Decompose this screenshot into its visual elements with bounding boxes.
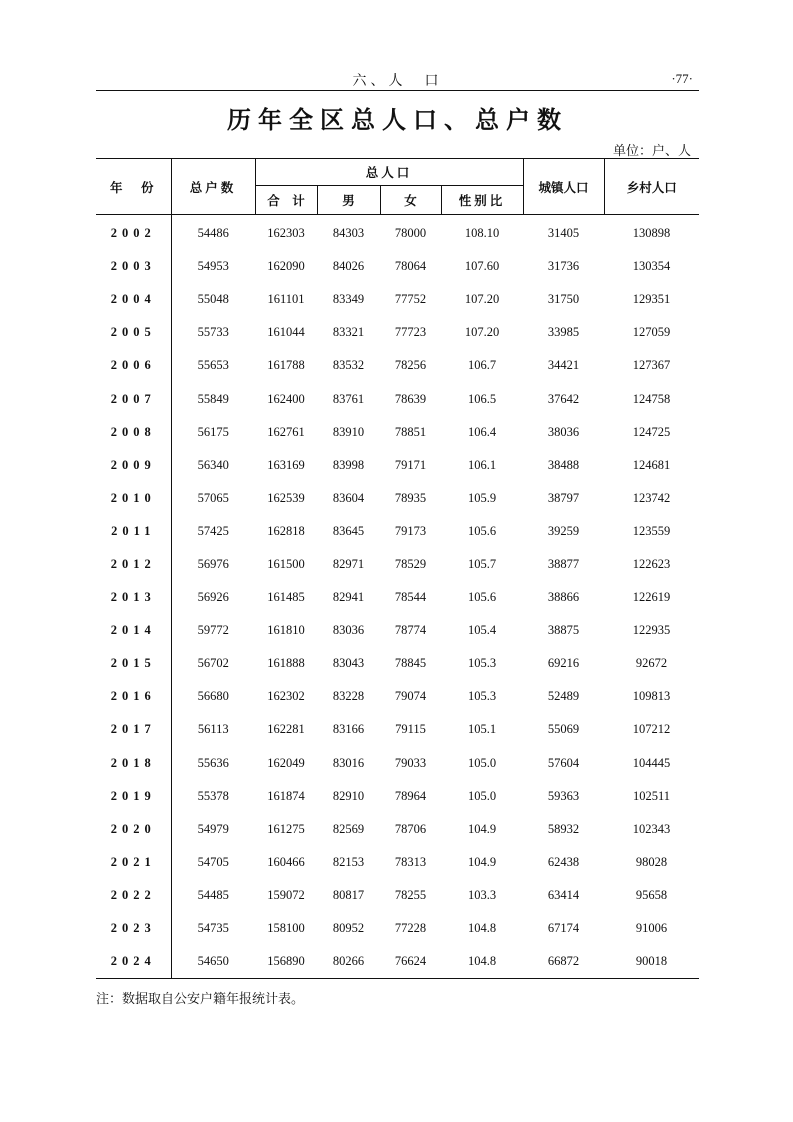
sex-ratio-cell: 105.0 bbox=[467, 755, 497, 770]
male-cell: 82569 bbox=[332, 821, 365, 836]
female-cell: 78706 bbox=[394, 821, 427, 836]
households-cell: 54735 bbox=[197, 921, 229, 936]
households-cell: 56680 bbox=[197, 689, 229, 704]
rural-cell: 107212 bbox=[632, 722, 671, 737]
households-cell: 56976 bbox=[197, 556, 229, 571]
table-row bbox=[96, 879, 699, 912]
female-cell: 78639 bbox=[394, 391, 427, 406]
total-cell: 162049 bbox=[267, 755, 305, 770]
sex-ratio-cell: 106.5 bbox=[467, 391, 497, 406]
rural-cell: 124681 bbox=[632, 457, 671, 472]
year-cell: 2007 bbox=[96, 382, 171, 415]
header-rural: 乡村人口 bbox=[604, 159, 699, 215]
header-households: 总户数 bbox=[171, 159, 255, 215]
total-cell: 161788 bbox=[267, 358, 305, 373]
urban-cell: 38875 bbox=[547, 623, 580, 638]
male-cell: 83761 bbox=[332, 391, 365, 406]
households-cell: 57425 bbox=[197, 523, 229, 538]
year-cell: 2019 bbox=[96, 780, 171, 813]
male-cell: 83998 bbox=[332, 457, 365, 472]
urban-cell: 69216 bbox=[547, 656, 580, 671]
urban-cell: 38488 bbox=[547, 457, 580, 472]
female-cell: 77752 bbox=[394, 292, 427, 307]
households-cell: 55636 bbox=[197, 755, 229, 770]
header-urban: 城镇人口 bbox=[523, 159, 604, 215]
year-cell: 2014 bbox=[96, 614, 171, 647]
header-female: 女 bbox=[380, 186, 441, 215]
rural-cell: 130354 bbox=[632, 259, 671, 274]
female-cell: 79115 bbox=[395, 722, 426, 737]
table-header bbox=[96, 159, 699, 215]
urban-cell: 37642 bbox=[547, 391, 580, 406]
sex-ratio-cell: 105.3 bbox=[467, 656, 497, 671]
year-cell: 2006 bbox=[96, 349, 171, 382]
female-cell: 79074 bbox=[394, 689, 427, 704]
male-cell: 80817 bbox=[332, 887, 365, 902]
female-cell: 77723 bbox=[394, 325, 427, 340]
sex-ratio-cell: 105.9 bbox=[467, 490, 497, 505]
households-cell: 56340 bbox=[197, 457, 229, 472]
header-year: 年 份 bbox=[96, 159, 171, 215]
female-cell: 78935 bbox=[394, 490, 427, 505]
page-number: ·77· bbox=[671, 71, 693, 86]
table-row bbox=[96, 713, 699, 746]
header-sex-ratio: 性别比 bbox=[441, 186, 523, 215]
page-title: 历年全区总人口、总户数 bbox=[227, 105, 568, 134]
year-cell: 2005 bbox=[96, 316, 171, 349]
table-row bbox=[96, 647, 699, 680]
households-cell: 56926 bbox=[197, 590, 229, 605]
female-cell: 78964 bbox=[394, 788, 427, 803]
rural-cell: 98028 bbox=[635, 854, 668, 869]
total-cell: 161044 bbox=[267, 325, 305, 340]
total-cell: 162539 bbox=[267, 490, 305, 505]
table-row bbox=[96, 416, 699, 449]
total-cell: 161810 bbox=[267, 623, 305, 638]
male-cell: 80952 bbox=[332, 921, 365, 936]
total-cell: 162302 bbox=[267, 689, 305, 704]
year-cell: 2013 bbox=[96, 581, 171, 614]
male-cell: 83043 bbox=[332, 656, 365, 671]
total-cell: 162281 bbox=[267, 722, 305, 737]
rural-cell: 91006 bbox=[635, 921, 668, 936]
rural-cell: 95658 bbox=[635, 887, 668, 902]
total-cell: 161500 bbox=[267, 556, 305, 571]
rural-cell: 129351 bbox=[632, 292, 671, 307]
households-cell: 55849 bbox=[197, 391, 229, 406]
table-body bbox=[96, 215, 699, 979]
rural-cell: 127059 bbox=[632, 325, 671, 340]
total-cell: 162090 bbox=[267, 259, 305, 274]
sex-ratio-cell: 107.20 bbox=[464, 325, 500, 340]
male-cell: 83228 bbox=[332, 689, 365, 704]
female-cell: 78000 bbox=[394, 226, 427, 241]
sex-ratio-cell: 106.7 bbox=[467, 358, 497, 373]
households-cell: 56113 bbox=[197, 722, 229, 737]
total-cell: 158100 bbox=[267, 921, 305, 936]
table-row bbox=[96, 515, 699, 548]
male-cell: 82971 bbox=[332, 556, 365, 571]
male-cell: 83604 bbox=[332, 490, 365, 505]
female-cell: 78313 bbox=[394, 854, 427, 869]
sex-ratio-cell: 105.7 bbox=[467, 556, 497, 571]
male-cell: 83036 bbox=[332, 623, 365, 638]
header-male: 男 bbox=[317, 186, 380, 215]
urban-cell: 67174 bbox=[547, 921, 580, 936]
sex-ratio-cell: 108.10 bbox=[464, 226, 500, 241]
year-cell: 2022 bbox=[96, 879, 171, 912]
total-cell: 162400 bbox=[267, 391, 305, 406]
rural-cell: 104445 bbox=[632, 755, 671, 770]
rural-cell: 122619 bbox=[632, 590, 671, 605]
total-cell: 161888 bbox=[267, 656, 305, 671]
population-table bbox=[96, 158, 699, 979]
female-cell: 76624 bbox=[380, 945, 441, 979]
male-cell: 82153 bbox=[332, 854, 365, 869]
table-row bbox=[96, 449, 699, 482]
urban-cell: 39259 bbox=[547, 523, 580, 538]
urban-cell: 62438 bbox=[547, 854, 580, 869]
male-cell: 84026 bbox=[332, 259, 365, 274]
table-row bbox=[96, 349, 699, 382]
rural-cell: 122935 bbox=[632, 623, 671, 638]
male-cell: 82910 bbox=[332, 788, 365, 803]
sex-ratio-cell: 104.9 bbox=[467, 854, 497, 869]
table-row bbox=[96, 382, 699, 415]
female-cell: 79171 bbox=[394, 457, 427, 472]
table-row bbox=[96, 780, 699, 813]
sex-ratio-cell: 105.1 bbox=[467, 722, 497, 737]
male-cell: 80266 bbox=[317, 945, 380, 979]
female-cell: 78851 bbox=[394, 424, 427, 439]
sex-ratio-cell: 105.4 bbox=[467, 623, 497, 638]
header-total: 合 计 bbox=[255, 186, 317, 215]
urban-cell: 63414 bbox=[547, 887, 580, 902]
households-cell: 55653 bbox=[197, 358, 229, 373]
urban-cell: 34421 bbox=[547, 358, 580, 373]
sex-ratio-cell: 107.20 bbox=[464, 292, 500, 307]
year-cell: 2020 bbox=[96, 813, 171, 846]
year-cell: 2012 bbox=[96, 548, 171, 581]
urban-cell: 31750 bbox=[547, 292, 580, 307]
total-cell: 162818 bbox=[267, 523, 305, 538]
unit-label: 单位：户、人 bbox=[612, 144, 691, 159]
male-cell: 83349 bbox=[332, 292, 365, 307]
female-cell: 78256 bbox=[394, 358, 427, 373]
female-cell: 78529 bbox=[394, 556, 427, 571]
rural-cell: 124758 bbox=[632, 391, 671, 406]
table-row bbox=[96, 747, 699, 780]
households-cell: 55378 bbox=[197, 788, 229, 803]
households-cell: 55048 bbox=[197, 292, 229, 307]
table-row bbox=[96, 215, 699, 251]
year-cell: 2018 bbox=[96, 747, 171, 780]
urban-cell: 38866 bbox=[547, 590, 580, 605]
year-cell: 2016 bbox=[96, 680, 171, 713]
year-cell: 2015 bbox=[96, 647, 171, 680]
sex-ratio-cell: 105.6 bbox=[467, 523, 497, 538]
table-row bbox=[96, 912, 699, 945]
sex-ratio-cell: 105.0 bbox=[467, 788, 497, 803]
female-cell: 78845 bbox=[394, 656, 427, 671]
households-cell: 54705 bbox=[197, 854, 229, 869]
table-row bbox=[96, 250, 699, 283]
urban-cell: 58932 bbox=[547, 821, 580, 836]
year-cell: 2021 bbox=[96, 846, 171, 879]
chapter-title: 六、人 口 bbox=[352, 73, 443, 89]
total-cell: 156890 bbox=[255, 945, 317, 979]
table-row bbox=[96, 283, 699, 316]
total-cell: 161275 bbox=[267, 821, 305, 836]
urban-cell: 31405 bbox=[547, 226, 580, 241]
urban-cell: 57604 bbox=[547, 755, 580, 770]
year-cell: 2011 bbox=[96, 515, 171, 548]
sex-ratio-cell: 107.60 bbox=[464, 259, 500, 274]
households-cell: 59772 bbox=[197, 623, 229, 638]
households-cell: 56702 bbox=[197, 656, 229, 671]
female-cell: 78774 bbox=[394, 623, 427, 638]
urban-cell: 52489 bbox=[547, 689, 580, 704]
female-cell: 78544 bbox=[394, 590, 427, 605]
table-row bbox=[96, 548, 699, 581]
sex-ratio-cell: 103.3 bbox=[467, 887, 497, 902]
urban-cell: 31736 bbox=[547, 259, 580, 274]
year-cell: 2002 bbox=[96, 215, 171, 251]
footnote: 注：数据取自公安户籍年报统计表。 bbox=[96, 992, 305, 1007]
households-cell: 54486 bbox=[197, 226, 229, 241]
total-cell: 160466 bbox=[267, 854, 305, 869]
urban-cell: 55069 bbox=[547, 722, 580, 737]
sex-ratio-cell: 104.9 bbox=[467, 821, 497, 836]
households-cell: 55733 bbox=[197, 325, 229, 340]
total-cell: 161485 bbox=[267, 590, 305, 605]
households-cell: 54953 bbox=[197, 259, 229, 274]
rural-cell: 122623 bbox=[632, 556, 671, 571]
urban-cell: 33985 bbox=[547, 325, 580, 340]
sex-ratio-cell: 105.3 bbox=[467, 689, 497, 704]
year-cell: 2008 bbox=[96, 416, 171, 449]
year-cell: 2009 bbox=[96, 449, 171, 482]
year-cell: 2010 bbox=[96, 482, 171, 515]
total-cell: 162761 bbox=[267, 424, 305, 439]
households-cell: 54979 bbox=[197, 821, 229, 836]
sex-ratio-cell: 106.4 bbox=[467, 424, 497, 439]
urban-cell: 38877 bbox=[547, 556, 580, 571]
rural-cell: 127367 bbox=[632, 358, 671, 373]
sex-ratio-cell: 105.6 bbox=[467, 590, 497, 605]
running-header bbox=[96, 70, 699, 91]
table-row bbox=[96, 680, 699, 713]
households-cell: 54650 bbox=[171, 945, 255, 979]
households-cell: 57065 bbox=[197, 490, 229, 505]
rural-cell: 102343 bbox=[632, 821, 671, 836]
year-cell: 2024 bbox=[96, 945, 171, 979]
female-cell: 77228 bbox=[394, 921, 427, 936]
sex-ratio-cell: 104.8 bbox=[441, 945, 523, 979]
male-cell: 83645 bbox=[332, 523, 365, 538]
table-row bbox=[96, 581, 699, 614]
year-cell: 2023 bbox=[96, 912, 171, 945]
male-cell: 82941 bbox=[332, 590, 365, 605]
male-cell: 83532 bbox=[332, 358, 365, 373]
rural-cell: 124725 bbox=[632, 424, 671, 439]
female-cell: 78064 bbox=[394, 259, 427, 274]
year-cell: 2017 bbox=[96, 713, 171, 746]
male-cell: 83910 bbox=[332, 424, 365, 439]
rural-cell: 102511 bbox=[632, 788, 671, 803]
year-cell: 2003 bbox=[96, 250, 171, 283]
urban-cell: 38036 bbox=[547, 424, 580, 439]
year-cell: 2004 bbox=[96, 283, 171, 316]
female-cell: 78255 bbox=[394, 887, 427, 902]
households-cell: 56175 bbox=[197, 424, 229, 439]
sex-ratio-cell: 104.8 bbox=[467, 921, 497, 936]
rural-cell: 109813 bbox=[632, 689, 671, 704]
total-cell: 162303 bbox=[267, 226, 305, 241]
table-row bbox=[96, 813, 699, 846]
male-cell: 83016 bbox=[332, 755, 365, 770]
male-cell: 83321 bbox=[332, 325, 365, 340]
header-population-group: 总人口 bbox=[255, 159, 523, 186]
households-cell: 54485 bbox=[197, 887, 229, 902]
total-cell: 159072 bbox=[267, 887, 305, 902]
table-row bbox=[96, 316, 699, 349]
male-cell: 84303 bbox=[332, 226, 365, 241]
rural-cell: 123742 bbox=[632, 490, 671, 505]
table-row bbox=[96, 846, 699, 879]
female-cell: 79033 bbox=[394, 755, 427, 770]
rural-cell: 90018 bbox=[604, 945, 699, 979]
total-cell: 163169 bbox=[267, 457, 305, 472]
rural-cell: 92672 bbox=[635, 656, 668, 671]
female-cell: 79173 bbox=[394, 523, 427, 538]
urban-cell: 38797 bbox=[547, 490, 580, 505]
sex-ratio-cell: 106.1 bbox=[467, 457, 497, 472]
total-cell: 161101 bbox=[267, 292, 305, 307]
rural-cell: 130898 bbox=[632, 226, 671, 241]
table-row bbox=[96, 482, 699, 515]
total-cell: 161874 bbox=[267, 788, 305, 803]
table-row bbox=[96, 614, 699, 647]
rural-cell: 123559 bbox=[632, 523, 671, 538]
urban-cell: 66872 bbox=[523, 945, 604, 979]
table-row bbox=[96, 945, 699, 979]
urban-cell: 59363 bbox=[547, 788, 580, 803]
male-cell: 83166 bbox=[332, 722, 365, 737]
